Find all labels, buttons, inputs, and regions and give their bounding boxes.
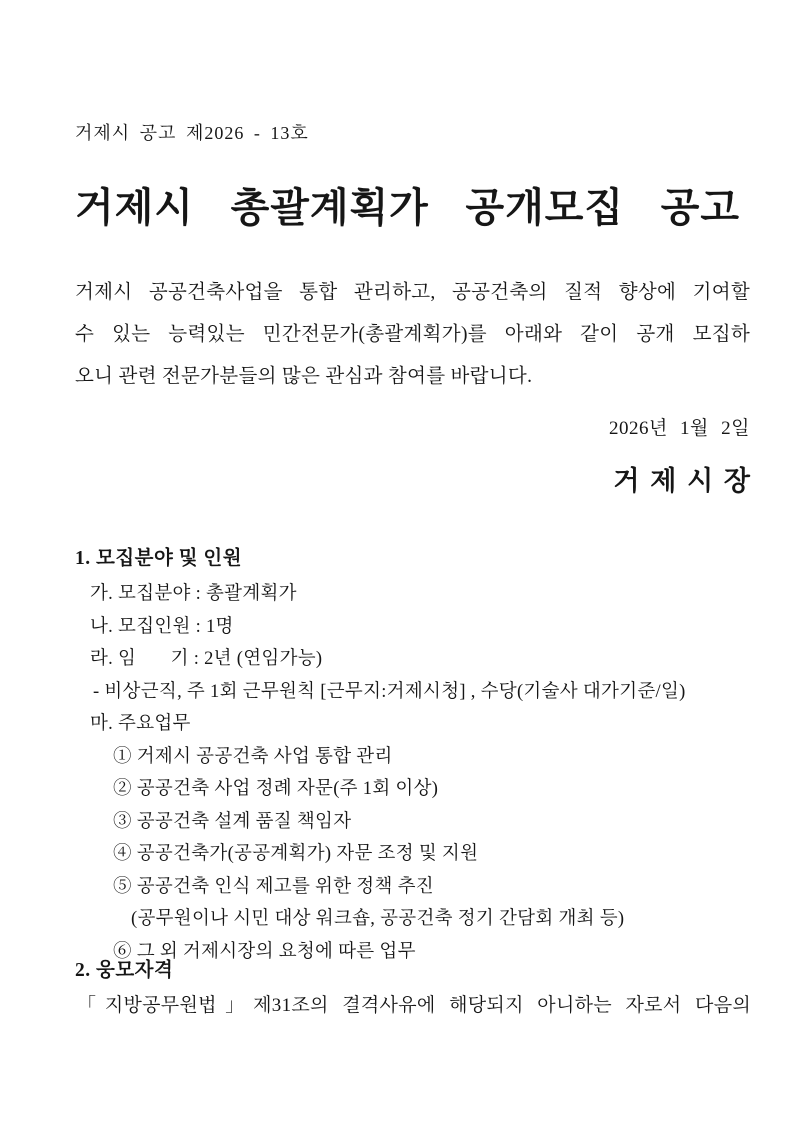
intro-paragraph [75, 272, 750, 398]
document-title: 거제시 총괄계획가 공개모집 공고 [75, 185, 740, 230]
signer-title: 거 제 시 장 [613, 466, 752, 496]
list-item: ① 거제시 공공건축 사업 통합 관리 [113, 746, 393, 767]
notice-number: 거제시 공고 제2026 - 13호 [75, 123, 309, 143]
list-item: 마. 주요업무 [90, 714, 191, 734]
intro-line: 오니 관련 전문가분들의 많은 관심과 참여를 바랍니다. [75, 366, 533, 387]
recruitment-section [75, 545, 770, 968]
list-item: ③ 공공건축 설계 품질 책임자 [113, 811, 352, 832]
list-item: 가. 모집분야 : 총괄계획가 [90, 584, 297, 604]
list-item: ⑤ 공공건축 인식 제고를 위한 정책 추진 [113, 876, 434, 897]
list-item: ④ 공공건축가(공공계획가) 자문 조정 및 지원 [113, 844, 479, 864]
qualification-section [75, 957, 751, 1022]
section-2-body: 「지방공무원법」제31조의 결격사유에 해당되지 아니하는 자로서 다음의 [77, 995, 751, 1016]
intro-line: 거제시 공공건축사업을 통합 관리하고, 공공건축의 질적 향상에 기여할 [75, 282, 750, 303]
section-1-heading: 1. 모집분야 및 인원 [75, 548, 243, 569]
list-item: 라. 임 기 : 2년 (연임가능) [90, 649, 323, 669]
list-item: 나. 모집인원 : 1명 [90, 616, 234, 637]
section-1-items [75, 578, 770, 968]
list-item: ⑥ 그 외 거제시장의 요청에 따른 업무 [113, 941, 416, 962]
list-item: - 비상근직, 주 1회 근무원칙 [근무지:거제시청] , 수당(기술사 대가기준/일) [93, 681, 686, 702]
list-item: ② 공공건축 사업 정례 자문(주 1회 이상) [113, 779, 439, 799]
intro-line: 수 있는 능력있는 민간전문가(총괄계획가)를 아래와 같이 공개 모집하 [75, 324, 750, 345]
notice-date: 2026년 1월 2일 [608, 418, 750, 439]
list-item: (공무원이나 시민 대상 워크숍, 공공건축 정기 간담회 개최 등) [131, 909, 625, 929]
section-2-heading: 2. 웅모자격 [75, 960, 174, 981]
